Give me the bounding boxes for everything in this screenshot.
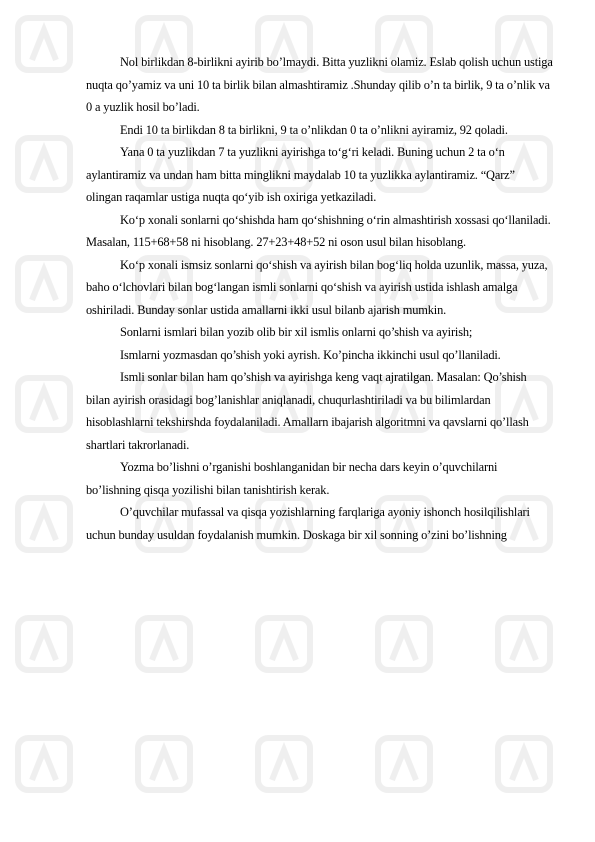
paragraph: Ismli sonlar bilan ham qo’shish va ayirishga keng vaqt ajratilgan. Masalan: Qo’shish bilan ayirish orasidagi bog’lanishlar aniqlanadi, chuqurlashtiriladi va bu bilimlardan hisoblashlarni tekshirshda foydalaniladi. Amallarn ibajarish algoritmni va qavslarni qo’llash shartlari takrorlanadi. <box>86 370 529 452</box>
paragraph: Yozma bo’lishni o’rganishi boshlanganidan bir necha dars keyin o’quvchilarni bo’lishning qisqa yozilishi bilan tanishtirish kerak. <box>86 460 498 497</box>
paragraph: Sonlarni ismlari bilan yozib olib bir xil ismlis onlarni qo’shish va ayirish; <box>120 325 473 339</box>
document-body <box>86 51 553 546</box>
paragraph: Ko‘p xonali sonlarni qo‘shishda ham qo‘shishning o‘rin almashtirish xossasi qo‘llaniladi. Masalan, 115+68+58 ni hisoblang. 27+23+48+52 ni oson usul bilan hisoblang. <box>86 212 551 249</box>
paragraph: Endi 10 ta birlikdan 8 ta birlikni, 9 ta o’nlikdan 0 ta o’nlikni ayiramiz, 92 qoladi. <box>120 122 508 137</box>
paragraph: Nol birlikdan 8-birlikni ayirib bo’lmaydi. Bitta yuzlikni olamiz. Eslab qolish uchun ustiga nuqta qo’yamiz va uni 10 ta birlik bilan almashtiramiz .Shunday qilib o’n ta birlik, 9 ta o’nlik va 0 a yuzlik hosil bo’ladi. <box>86 55 553 114</box>
paragraph: Ismlarni yozmasdan qo’shish yoki ayrish. Ko’pincha ikkinchi usul qo’llaniladi. <box>120 347 501 362</box>
paragraph: O’quvchilar mufassal va qisqa yozishlarning farqlariga ayoniy ishonch hosilqilishlari uchun bunday usuldan foydalanish mumkin. Doskaga bir xil sonning o’zini bo’lishning <box>86 505 530 542</box>
paragraph: Yana 0 ta yuzlikdan 7 ta yuzlikni ayirishga to‘g‘ri keladi. Buning uchun 2 ta o‘n aylantiramiz va undan ham bitta minglikni maydalab 10 ta yuzlikka aylantiramiz. “Qarz” olingan raqamlar ustiga nuqta qo‘yib ish oxiriga yetkaziladi. <box>86 145 515 204</box>
paragraph: Ko‘p xonali ismsiz sonlarni qo‘shish va ayirish bilan bog‘liq holda uzunlik, massa, yuza, baho o‘lchovlari bilan bog‘langan ismli sonlarni qo‘shish va ayirish ustida ishlash amalga oshiriladi. Bunday sonlar ustida amallarni ikki usul bilanb ajarish mumkin. <box>86 257 548 317</box>
